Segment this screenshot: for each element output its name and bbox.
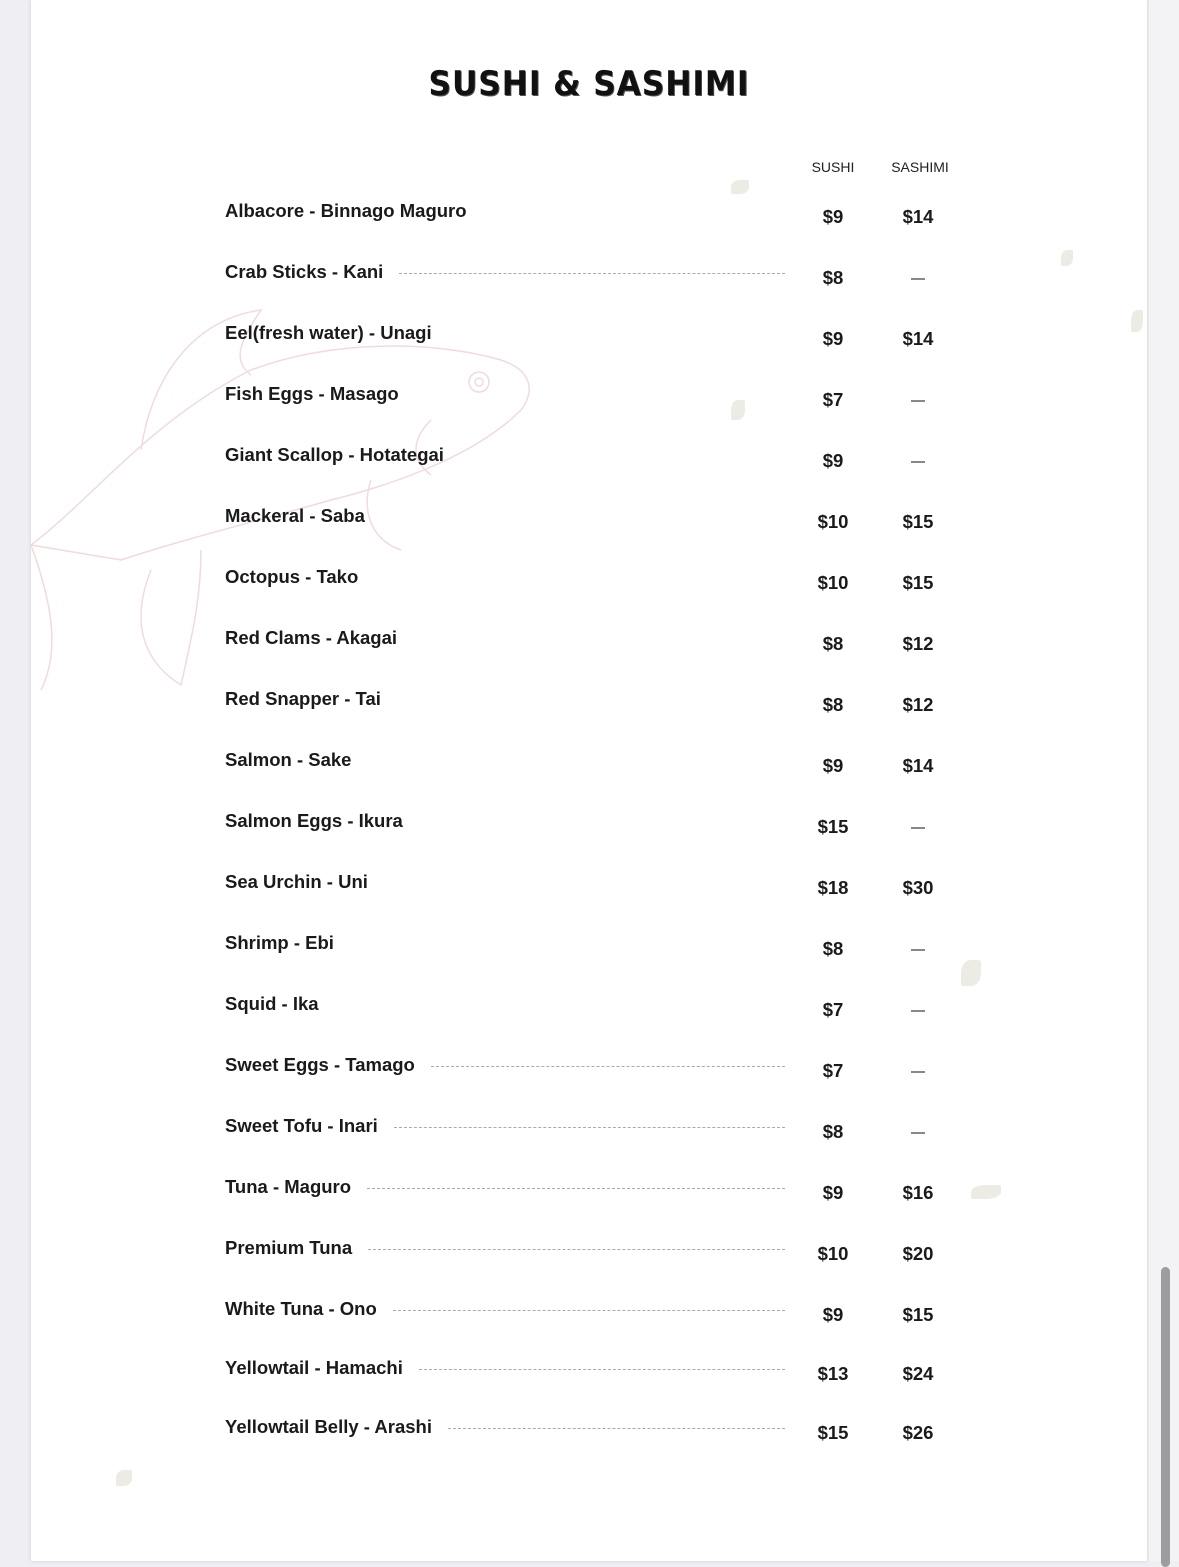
- sushi-price: $18: [817, 877, 849, 898]
- sashimi-price: [878, 938, 958, 960]
- background-speck: [731, 180, 749, 194]
- unavailable-dash-icon: [911, 827, 925, 829]
- sashimi-price: [878, 389, 958, 411]
- menu-item-name: Octopus - Tako: [225, 566, 359, 587]
- menu-item: [225, 1294, 985, 1353]
- sushi-price: $10: [817, 1243, 849, 1264]
- menu-item: [225, 928, 985, 989]
- dotted-leader: [399, 273, 785, 274]
- background-speck: [116, 1470, 132, 1486]
- menu-item-name: Albacore - Binnago Maguro: [225, 200, 467, 221]
- menu-item: [225, 806, 985, 867]
- menu-item: [225, 1412, 985, 1471]
- sashimi-price: $26: [902, 1422, 934, 1443]
- menu-page: [31, 0, 1147, 1561]
- menu-item: [225, 440, 985, 501]
- section-title: SUSHI & SASHIMI: [428, 64, 750, 104]
- menu-item: [225, 1172, 985, 1233]
- menu-item-name: Mackeral - Saba: [225, 505, 365, 526]
- sashimi-price: $12: [902, 694, 934, 715]
- menu-item-name: Red Snapper - Tai: [225, 688, 381, 709]
- sushi-price: $8: [822, 267, 844, 288]
- sushi-price: $9: [822, 755, 844, 776]
- unavailable-dash-icon: [911, 278, 925, 280]
- sushi-price: $9: [822, 1182, 844, 1203]
- menu-item-name: Shrimp - Ebi: [225, 932, 334, 953]
- dotted-leader: [368, 1249, 785, 1250]
- menu-item-name: Red Clams - Akagai: [225, 627, 398, 648]
- background-speck: [1061, 250, 1073, 266]
- menu-item: [225, 623, 985, 684]
- sashimi-price: $14: [902, 206, 934, 227]
- sashimi-price: [878, 450, 958, 472]
- sushi-price: $15: [817, 1422, 849, 1443]
- menu-item-name: Premium Tuna: [225, 1237, 353, 1258]
- sashimi-price: $12: [902, 633, 934, 654]
- dotted-leader: [367, 1188, 785, 1189]
- menu-item: [225, 745, 985, 806]
- sashimi-price: [878, 1121, 958, 1143]
- sushi-price: $9: [822, 450, 844, 471]
- sashimi-price: $15: [902, 1304, 934, 1325]
- sushi-price: $9: [822, 328, 844, 349]
- sushi-price: $15: [817, 816, 849, 837]
- menu-item: [225, 1353, 985, 1412]
- menu-item-name: Fish Eggs - Masago: [225, 383, 399, 404]
- menu-item-name: Squid - Ika: [225, 993, 319, 1014]
- sushi-price: $10: [817, 511, 849, 532]
- sushi-price: $7: [822, 389, 844, 410]
- unavailable-dash-icon: [911, 400, 925, 402]
- sushi-price: $9: [822, 206, 844, 227]
- dotted-leader: [448, 1428, 785, 1429]
- sushi-price: $7: [822, 999, 844, 1020]
- sashimi-price: [878, 816, 958, 838]
- menu-item-name: Salmon - Sake: [225, 749, 352, 770]
- menu-item-name: Sweet Tofu - Inari: [225, 1115, 378, 1136]
- sashimi-price: [878, 267, 958, 289]
- sushi-price: $8: [822, 938, 844, 959]
- menu-item-name: Giant Scallop - Hotategai: [225, 444, 444, 465]
- sushi-price: $13: [817, 1363, 849, 1384]
- menu-item: [225, 867, 985, 928]
- dotted-leader: [419, 1369, 785, 1370]
- unavailable-dash-icon: [911, 1010, 925, 1012]
- sashimi-price: $15: [902, 511, 934, 532]
- sashimi-price: $14: [902, 328, 934, 349]
- menu-item-list: [225, 196, 985, 1471]
- sashimi-price: $14: [902, 755, 934, 776]
- menu-item-name: Tuna - Maguro: [225, 1176, 352, 1197]
- menu-item-name: Sea Urchin - Uni: [225, 871, 368, 892]
- menu-item-name: Yellowtail Belly - Arashi: [225, 1416, 432, 1437]
- menu-item: [225, 562, 985, 623]
- menu-item: [225, 501, 985, 562]
- menu-item: [225, 379, 985, 440]
- unavailable-dash-icon: [911, 949, 925, 951]
- menu-item: [225, 318, 985, 379]
- menu-item-name: Yellowtail - Hamachi: [225, 1357, 403, 1378]
- unavailable-dash-icon: [911, 1071, 925, 1073]
- unavailable-dash-icon: [911, 461, 925, 463]
- sashimi-price: $16: [902, 1182, 934, 1203]
- column-header-sashimi: SASHIMI: [891, 159, 949, 175]
- sushi-price: $8: [822, 1121, 844, 1142]
- menu-item-name: Crab Sticks - Kani: [225, 261, 384, 282]
- scrollbar-thumb[interactable]: [1161, 1267, 1170, 1567]
- menu-item: [225, 257, 985, 318]
- menu-item-name: Salmon Eggs - Ikura: [225, 810, 403, 831]
- sashimi-price: [878, 1060, 958, 1082]
- sushi-price: $7: [822, 1060, 844, 1081]
- sushi-price: $9: [822, 1304, 844, 1325]
- sushi-price: $10: [817, 572, 849, 593]
- menu-item-name: Sweet Eggs - Tamago: [225, 1054, 415, 1075]
- unavailable-dash-icon: [911, 1132, 925, 1134]
- dotted-leader: [393, 1310, 785, 1311]
- menu-item: [225, 1111, 985, 1172]
- sashimi-price: $15: [902, 572, 934, 593]
- sashimi-price: $24: [902, 1363, 934, 1384]
- menu-item-name: Eel(fresh water) - Unagi: [225, 322, 432, 343]
- background-speck: [1131, 310, 1143, 332]
- sashimi-price: $30: [902, 877, 934, 898]
- sashimi-price: [878, 999, 958, 1021]
- sushi-price: $8: [822, 633, 844, 654]
- dotted-leader: [431, 1066, 785, 1067]
- menu-item: [225, 196, 985, 257]
- menu-item: [225, 1233, 985, 1294]
- menu-item: [225, 989, 985, 1050]
- column-header-sushi: SUSHI: [811, 159, 855, 175]
- menu-item-name: White Tuna - Ono: [225, 1298, 377, 1319]
- menu-item: [225, 684, 985, 745]
- dotted-leader: [394, 1127, 785, 1128]
- sashimi-price: $20: [902, 1243, 934, 1264]
- sushi-price: $8: [822, 694, 844, 715]
- menu-item: [225, 1050, 985, 1111]
